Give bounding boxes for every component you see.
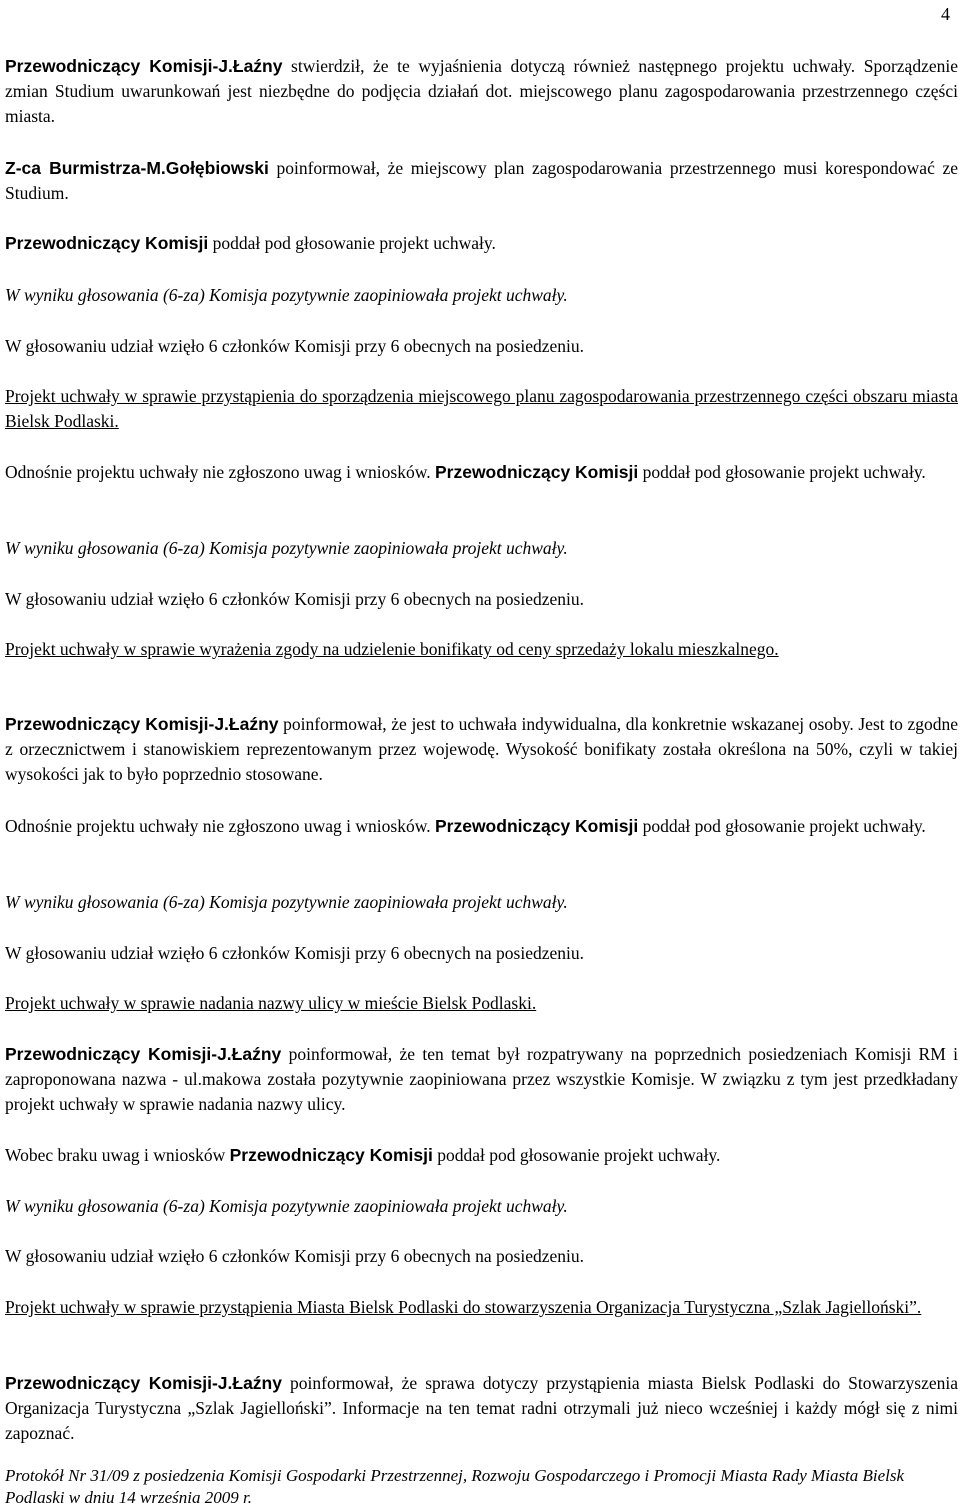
speaker-name: Przewodniczący Komisji (229, 1145, 433, 1165)
paragraph (5, 1371, 958, 1446)
paragraph (5, 587, 958, 612)
paragraph-text: poddał pod głosowanie projekt uchwały. (638, 816, 926, 836)
page-number: 4 (941, 4, 950, 24)
paragraph (5, 283, 958, 308)
paragraph-text: W głosowaniu udział wzięło 6 członków Komisji przy 6 obecnych na posiedzeniu. (5, 1246, 584, 1266)
agenda-item-title: Projekt uchwały w sprawie przystąpienia Miasta Bielsk Podlaski do stowarzyszenia Organizacja Turystyczna „Szlak Jagielloński”. (5, 1297, 922, 1317)
paragraph (5, 536, 958, 561)
paragraph (5, 712, 958, 787)
paragraph-text: poinformował, że jest to uchwała indywidualna, dla konkretnie wskazanej osoby. Jest to zgodne z orzecznictwem i stanowiskiem reprezentowanym przez wojewodę. Wysokość bonifikaty została określona na 50%, czyli w takiej wysokości jak to było poprzednio stosowane. (5, 714, 959, 784)
agenda-item-title: Projekt uchwały w sprawie wyrażenia zgody na udzielenie bonifikaty od ceny sprzedaży lokalu mieszkalnego. (5, 639, 779, 659)
paragraph (5, 637, 958, 662)
agenda-item-title: Projekt uchwały w sprawie nadania nazwy ulicy w mieście Bielsk Podlaski. (5, 993, 537, 1013)
paragraph (5, 814, 958, 839)
paragraph (5, 231, 958, 256)
paragraph-text: poddał pod głosowanie projekt uchwały. (638, 462, 926, 482)
paragraph-text: stwierdził, że te wyjaśnienia dotyczą również następnego projektu uchwały. Sporządzenie zmian Studium uwarunkowań jest niezbędne do podjęcia działań dot. miejscowego planu zagospodarowania przestrzennego części miasta. (5, 56, 958, 126)
speaker-name: Przewodniczący Komisji (5, 233, 209, 253)
paragraph-text: W głosowaniu udział wzięło 6 członków Komisji przy 6 obecnych na posiedzeniu. (5, 336, 584, 356)
paragraph-text: W głosowaniu udział wzięło 6 członków Komisji przy 6 obecnych na posiedzeniu. (5, 589, 584, 609)
paragraph (5, 1042, 958, 1117)
paragraph-text: Odnośnie projektu uchwały nie zgłoszono uwag i wniosków. (5, 816, 435, 836)
paragraph-text: poddał pod głosowanie projekt uchwały. (432, 1145, 721, 1165)
paragraph-text: W wyniku głosowania (6-za) Komisja pozytywnie zaopiniowała projekt uchwały. (5, 1196, 568, 1216)
speaker-name: Przewodniczący Komisji (434, 816, 639, 836)
paragraph (5, 156, 958, 206)
paragraph (5, 54, 958, 129)
paragraph (5, 1295, 958, 1320)
paragraph-text: Wobec braku uwag i wniosków (5, 1145, 230, 1165)
paragraph (5, 334, 958, 359)
paragraph-text: Odnośnie projektu uchwały nie zgłoszono uwag i wniosków. (5, 462, 435, 482)
paragraph (5, 890, 958, 915)
paragraph-text: poinformował, że miejscowy plan zagospodarowania przestrzennego musi korespondować ze Studium. (5, 158, 958, 203)
paragraph-text: W głosowaniu udział wzięło 6 członków Komisji przy 6 obecnych na posiedzeniu. (5, 943, 584, 963)
paragraph (5, 1143, 958, 1168)
speaker-name: Przewodniczący Komisji (434, 462, 639, 482)
paragraph-text: poddał pod głosowanie projekt uchwały. (208, 233, 496, 253)
agenda-item-title: Projekt uchwały w sprawie przystąpienia do sporządzenia miejscowego planu zagospodarowania przestrzennego części obszaru miasta Bielsk Podlaski. (5, 386, 958, 431)
paragraph (5, 1194, 958, 1219)
paragraph-text: W wyniku głosowania (6-za) Komisja pozytywnie zaopiniowała projekt uchwały. (5, 892, 568, 912)
paragraph (5, 460, 958, 485)
paragraph-text: W wyniku głosowania (6-za) Komisja pozytywnie zaopiniowała projekt uchwały. (5, 538, 568, 558)
speaker-name: Przewodniczący Komisji-J.Łaźny (5, 714, 279, 734)
paragraph-text: poinformował, że ten temat był rozpatrywany na poprzednich posiedzeniach Komisji RM i zaproponowana nazwa - ul.makowa została pozytywnie zaopiniowana przez wszystkie Komisje. W związku z tym jest przedkładany projekt uchwały w sprawie nadania nazwy ulicy. (5, 1044, 959, 1114)
paragraph (5, 1244, 958, 1269)
footer-text: Protokół Nr 31/09 z posiedzenia Komisji Gospodarki Przestrzennej, Rozwoju Gospodarczego i Promocji Miasta Rady Miasta Bielsk Podlaski w dniu 14 września 2009 r. (5, 1466, 905, 1507)
speaker-name: Przewodniczący Komisji-J.Łaźny (5, 1373, 282, 1393)
paragraph (5, 941, 958, 966)
paragraph-text: poinformował, że sprawa dotyczy przystąpienia miasta Bielsk Podlaski do Stowarzyszenia Organizacja Turystyczna „Szlak Jagielloński”. Informacje na ten temat radni otrzymali już nieco wcześniej i każdy mógł się z nimi zapoznać. (5, 1373, 958, 1443)
paragraph-text: W wyniku głosowania (6-za) Komisja pozytywnie zaopiniowała projekt uchwały. (5, 285, 568, 305)
speaker-name: Przewodniczący Komisji-J.Łaźny (5, 1044, 282, 1064)
paragraph (5, 384, 958, 434)
speaker-name: Przewodniczący Komisji-J.Łaźny (5, 56, 283, 76)
speaker-name: Z-ca Burmistrza-M.Gołębiowski (5, 158, 269, 178)
paragraph (5, 991, 958, 1016)
